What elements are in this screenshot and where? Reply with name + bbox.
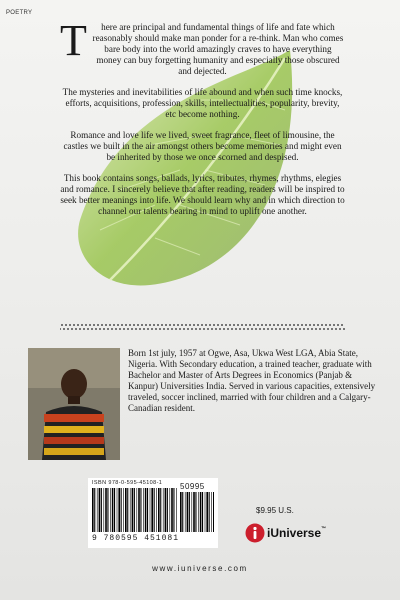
barcode-bar	[114, 488, 115, 532]
barcode-bar	[185, 492, 186, 532]
barcode-bar	[101, 488, 102, 532]
barcode-area	[88, 478, 218, 548]
barcode-bar	[134, 488, 135, 532]
barcode-bar	[171, 488, 173, 532]
barcode-bar	[92, 488, 94, 532]
publisher-name: iUniverse™	[267, 526, 327, 540]
barcode-bar	[112, 488, 114, 532]
blurb-paragraph-1: T here are principal and fundamental things of life and fate which reasonably should make man ponder for a re-think. Man who comes bare body into the world amazingly craves to have everything money can buy forgetting humanity and especially those obscured and dejected.	[60, 16, 344, 76]
barcode-bar	[104, 488, 105, 532]
barcode-bar	[137, 488, 138, 532]
barcode-bar	[211, 492, 212, 532]
barcode-bar	[123, 488, 124, 532]
barcode-bar	[154, 488, 155, 532]
barcode-bar	[180, 492, 182, 532]
barcode-bar	[205, 492, 206, 532]
barcode-bar	[105, 488, 107, 532]
blurb-paragraph-4: This book contains songs, ballads, lyrics, tributes, rhymes, rhythms, elegies and romance. I sincerely believe that after reading, readers will be inspired to seek better meanings into life. We should learn why and in which direction to channel our talents bearing in mind to uplift one another.	[60, 173, 345, 216]
barcode-bar	[160, 488, 161, 532]
dotted-divider-lower	[60, 327, 345, 331]
blurb-paragraph-3: Romance and love life we lived, sweet fragrance, fleet of limousine, the castles we built in the air amongst others become memories and might even be inherited by those we once scorned and despised.	[63, 130, 342, 162]
barcode-bar	[94, 488, 95, 532]
barcode-bar	[198, 492, 199, 532]
barcode-bar	[200, 492, 202, 532]
isbn-barcode	[92, 488, 177, 532]
price-addon-barcode	[180, 492, 214, 532]
barcode-bar	[143, 488, 144, 532]
author-photo	[28, 348, 120, 460]
barcode-bar	[195, 492, 196, 532]
barcode-bar	[118, 488, 120, 532]
price-label: $9.95 U.S.	[256, 506, 294, 515]
barcode-bar	[206, 492, 208, 532]
barcode-bar	[156, 488, 157, 532]
barcode-bar	[187, 492, 189, 532]
barcode-bar	[99, 488, 101, 532]
price-addon-digits: 50995	[180, 482, 205, 491]
barcode-bar	[167, 488, 168, 532]
barcode-bar	[130, 488, 131, 532]
barcode-bar	[140, 488, 141, 532]
barcode-bar	[121, 488, 122, 532]
blurb-paragraph-2: The mysteries and inevitabilities of life abound and when such time knocks, efforts, acquisitions, profession, skills, intellectualities, popularity, brevity, etc become nothing.	[62, 87, 343, 119]
barcode-bar	[213, 492, 214, 532]
publisher-logo	[245, 521, 345, 545]
barcode-bar	[193, 492, 195, 532]
barcode-bar	[145, 488, 147, 532]
barcode-bar	[192, 492, 193, 532]
barcode-bar	[209, 492, 210, 532]
genre-label: POETRY	[6, 10, 33, 16]
author-bio: Born 1st july, 1957 at Ogwe, Asa, Ukwa West LGA, Abia State, Nigeria. With Secondary education, a trained teacher, graduate with Bachelor and Master of Arts Degrees in Economics (Panjab & Kanpur) Universities India. Served in various capacities, extensively traveled, soccer inclined, married with four children and a Calgary-Canadian resident.	[128, 348, 376, 413]
barcode-bar	[132, 488, 134, 532]
isbn-label: ISBN 978-0-595-45108-1	[92, 480, 163, 486]
barcode-bar	[147, 488, 148, 532]
barcode-bar	[138, 488, 140, 532]
barcode-bar	[97, 488, 98, 532]
barcode-bar	[163, 488, 164, 532]
barcode-bar	[158, 488, 160, 532]
barcode-bar	[173, 488, 174, 532]
barcode-digits: 9 780595 451081	[92, 534, 180, 543]
barcode-bar	[170, 488, 171, 532]
barcode-bar	[165, 488, 167, 532]
drop-cap: T	[60, 16, 87, 65]
barcode-bar	[202, 492, 203, 532]
barcode-bar	[110, 488, 111, 532]
cover-blurb	[60, 16, 345, 227]
publisher-url: www.iuniverse.com	[152, 564, 248, 573]
barcode-bar	[150, 488, 151, 532]
barcode-bar	[182, 492, 183, 532]
barcode-bar	[117, 488, 118, 532]
barcode-bar	[151, 488, 153, 532]
barcode-bar	[127, 488, 128, 532]
barcode-bar	[125, 488, 127, 532]
barcode-bar	[189, 492, 190, 532]
publisher-logo-icon	[245, 523, 265, 543]
barcode-bar	[176, 488, 177, 532]
barcode-bar	[107, 488, 108, 532]
